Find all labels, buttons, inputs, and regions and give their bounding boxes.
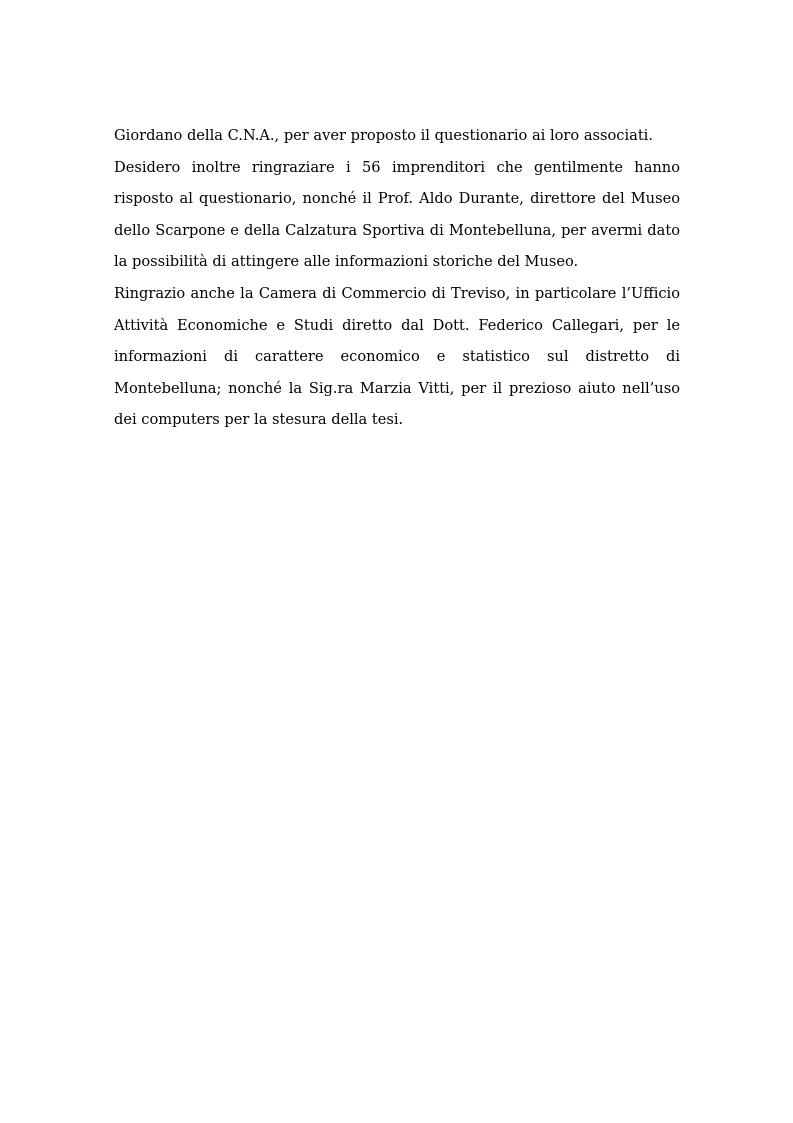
paragraph-cna-thanks: Giordano della C.N.A., per aver proposto il questionario ai loro associati. bbox=[114, 127, 653, 144]
paragraph-entrepreneurs-thanks: Desidero inoltre ringraziare i 56 imprenditori che gentilmente hanno risposto al questionario, nonché il Prof. Aldo Durante, direttore del Museo dello Scarpone e della Calzatura Sportiva di Montebelluna, per avermi dato la possibilità di attingere alle informazioni storiche del Museo. bbox=[114, 158, 680, 271]
acknowledgements-text bbox=[114, 120, 680, 436]
paragraph-chamber-of-commerce-thanks: Ringrazio anche la Camera di Commercio di Treviso, in particolare l’Ufficio Attività Economiche e Studi diretto dal Dott. Federico Callegari, per le informazioni di carattere economico e statistico sul distretto di Montebelluna; nonché la Sig.ra Marzia Vitti, per il prezioso aiuto nell’uso dei computers per la stesura della tesi. bbox=[114, 284, 680, 429]
